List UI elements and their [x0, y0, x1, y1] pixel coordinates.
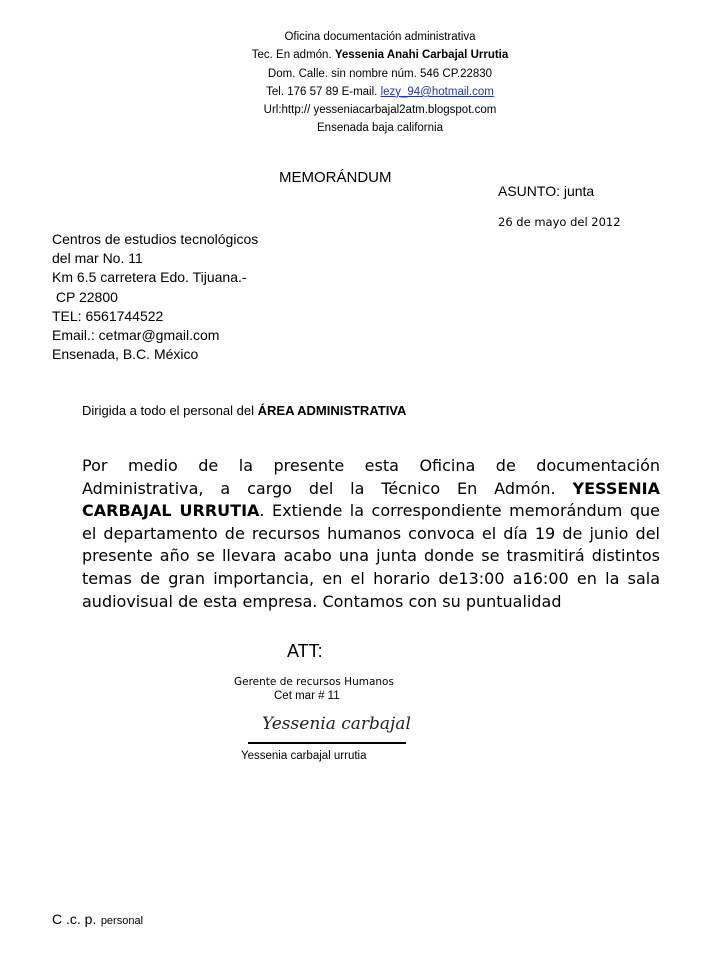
office-address: Dom. Calle. sin nombre núm. 546 CP.22830 [267, 67, 493, 80]
body-part-1: Por medio de la presente esta Oficina de documentación Administrativa, a cargo del la Técnico En Admón. [82, 456, 660, 498]
subject-line: ASUNTO: junta [498, 183, 595, 199]
letterhead [150, 28, 610, 138]
address-line: CP 22800 [52, 288, 118, 305]
ccp-recipient: personal [100, 915, 144, 927]
addressed-to-prefix: Dirigida a todo el personal del [82, 403, 254, 418]
signer-position: Gerente de recursos Humanos [234, 676, 394, 688]
document-title: MEMORÁNDUM [279, 169, 392, 186]
body-name: YESSENIA CARBAJAL URRUTIA [82, 478, 660, 521]
office-name: Oficina documentación administrativa [284, 31, 476, 43]
contact-line [150, 83, 610, 101]
handwritten-signature: Yessenia carbajal [262, 714, 411, 734]
address-line: TEL: 6561744522 [52, 307, 164, 324]
att-label: ATT: [287, 641, 323, 661]
addressed-to-area: ÁREA ADMINISTRATIVA [257, 403, 407, 418]
office-city: Ensenada baja california [317, 122, 443, 135]
carbon-copy [52, 911, 143, 929]
technician-prefix: Tec. En admón. [251, 49, 332, 62]
address-line: del mar No. 11 [52, 250, 143, 267]
technician-line [150, 46, 610, 64]
signature-line [248, 742, 406, 744]
address-line: Email.: cetmar@gmail.com [52, 327, 220, 344]
signer-organization: Cet mar # 11 [274, 690, 340, 702]
address-line: Ensenada, B.C. México [52, 346, 199, 363]
signer-name: Yessenia carbajal urrutia [241, 750, 367, 762]
email-link[interactable]: lezy_94@hotmail.com [380, 85, 494, 98]
recipient-address [52, 230, 258, 364]
phone-text: Tel. 176 57 89 E-mail. [266, 85, 378, 98]
date-line: 26 de mayo del 2012 [498, 215, 621, 229]
memo-body [82, 455, 660, 613]
blog-url: Url:http:// yesseniacarbajal2atm.blogspot.com [263, 104, 497, 117]
ccp-label: C .c. p. [52, 911, 97, 927]
technician-name: Yessenia Anahi Carbajal Urrutia [334, 49, 509, 62]
addressed-to [82, 403, 406, 418]
address-line: Centros de estudios tecnológicos [52, 231, 259, 247]
address-line: Km 6.5 carretera Edo. Tijuana.- [52, 269, 247, 286]
body-part-2: . Extiende la correspondiente memorándum que el departamento de recursos humanos convoca el día 19 de junio del presente año se llevara acabo una junta donde se trasmitirá distintos temas de gran importancia, en el horario de13:00 a16:00 en la sala audiovisual de esta empresa. Contamos con su puntualidad [82, 501, 660, 611]
